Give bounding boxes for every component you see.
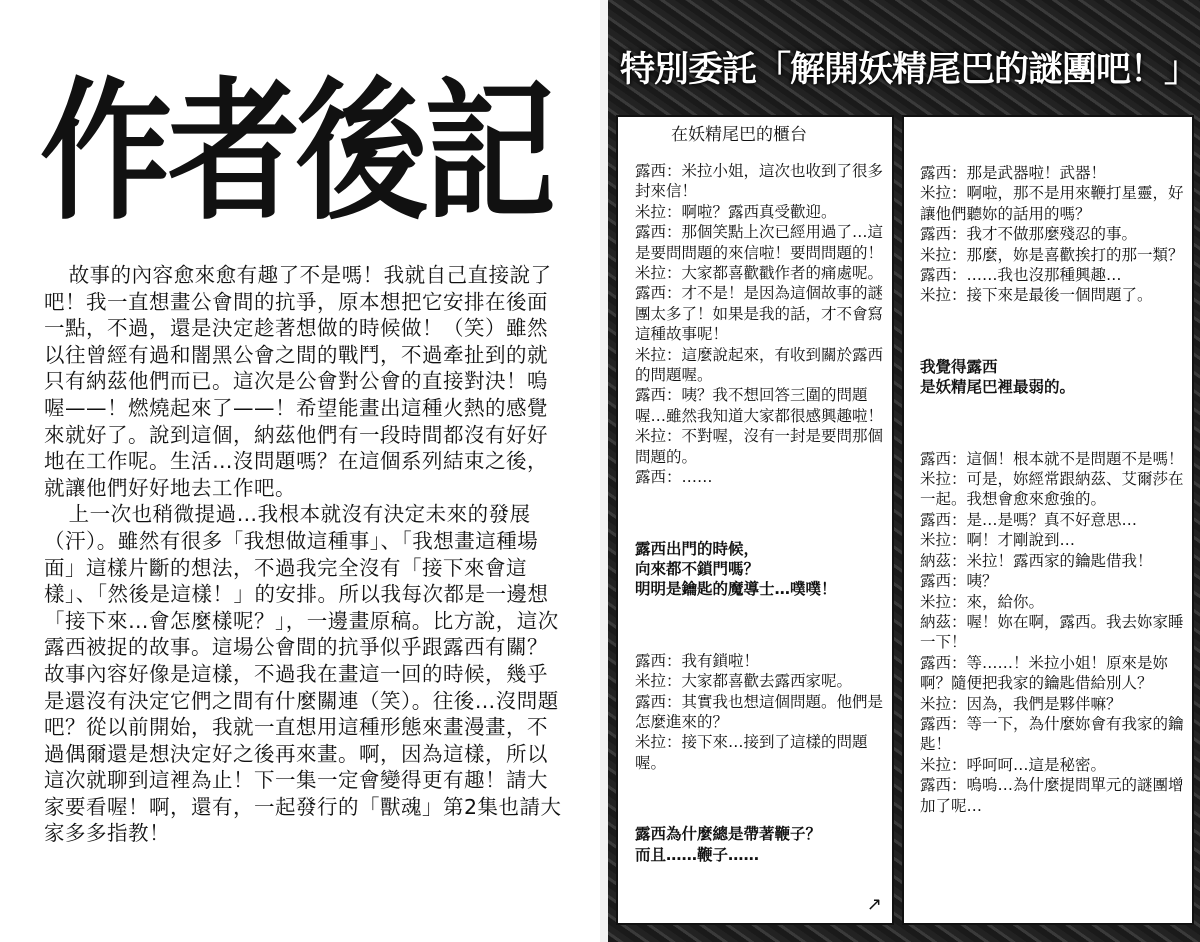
dialogue-line: 米拉：這麼說起來，有收到關於露西的問題喔。: [635, 345, 884, 385]
right-page: [608, 0, 1200, 942]
dialogue-panel-right: [902, 115, 1194, 925]
spacer: [920, 321, 1186, 341]
dialogue-line: 露西：這個！根本就不是問題不是嗎！: [920, 449, 1184, 468]
dialogue-line: 露西：那個笑點上次已經用過了…這是要問問題的來信啦！要問問題的！: [635, 223, 884, 262]
dialogue-column-left: [635, 161, 884, 865]
reader-question: 向來都不鎖門嗎？: [635, 559, 760, 578]
dialogue-line: 露西：……: [635, 468, 713, 487]
dialogue-line: 米拉：因為，我們是夥伴嘛？: [920, 694, 1122, 713]
dialogue-line: 米拉：大家都喜歡戳作者的痛處呢。: [635, 264, 884, 283]
spacer: [635, 503, 884, 523]
reader-question: 我覺得露西: [920, 357, 998, 376]
dialogue-line: 米拉：可是，妳經常跟納茲、艾爾莎在一起。我想會愈來愈強的。: [920, 470, 1184, 509]
dialogue-line: 米拉：不對喔，沒有一封是要問那個問題的。: [635, 427, 884, 466]
dialogue-line: 露西：等……！米拉小姐！原來是妳啊？隨便把我家的鑰匙借給別人？: [920, 653, 1169, 693]
reader-question: 而且……鞭子……: [635, 845, 760, 864]
dialogue-line: 露西：那是武器啦！武器！: [920, 164, 1107, 182]
dialogue-line: 露西：咦？我不想回答三圍的問題喔…雖然我知道大家都很感興趣啦！: [635, 386, 884, 425]
reader-question: 露西出門的時候，: [635, 539, 760, 558]
dialogue-line: 米拉：啊！才剛說到…: [920, 531, 1076, 550]
dialogue-line: 露西：嗚嗚…為什麼提問單元的謎團增加了呢…: [920, 776, 1184, 815]
dialogue-line: 露西：我有鎖啦！: [635, 651, 760, 670]
dialogue-line: 米拉：啊啦，那不是用來鞭打星靈，好讓他們聽妳的話用的嗎？: [920, 184, 1184, 223]
dialogue-line: 露西：……我也沒那種興趣…: [920, 266, 1122, 285]
dialogue-line: 露西：其實我也想這個問題。他們是怎麼進來的？: [635, 692, 884, 731]
spacer: [635, 789, 884, 809]
panel-heading: 在妖精尾巴的櫃台: [671, 125, 807, 145]
afterword-paragraph: 上一次也稍微提過…我根本就沒有決定未來的發展（汗）。雖然有很多「我想做這種事」、「我想畫這種場面」這樣片斷的想法，不過我完全沒有「接下來會這樣」、「然後是這樣！」的安排。所以我每次都是一邊想「接下來…會怎麼樣呢？」，一邊畫原稿。比方說，這次露西被捉的故事。這場公會間的抗爭似乎跟露西有關？故事內容好像是這樣，不過我在畫這一回的時候，幾乎是還沒有決定它們之間有什麼關連（笑）。往後…沒問題吧？從以前開始，我就一直想用這種形態來畫漫畫，不過偶爾還是想決定好之後再來畫。啊，因為這樣，所以這次就聊到這裡為止！下一集一定會變得更有趣！請大家要看喔！啊，還有，一起發行的「獸魂」第2集也請大家多多指教！: [44, 502, 562, 846]
special-request-title: 特別委託「解開妖精尾巴的謎團吧！」: [620, 50, 1199, 90]
dialogue-line: 米拉：來，給你。: [920, 592, 1045, 611]
dialogue-column-right: [920, 163, 1186, 816]
dialogue-line: 露西：咦？: [920, 572, 998, 591]
dialogue-line: 露西：才不是！是因為這個故事的謎團太多了！如果是我的話，才不會寫這種故事呢！: [635, 284, 884, 344]
reader-question: 明明是鑰匙的魔導士…噗噗！: [635, 580, 837, 599]
dialogue-line: 露西：是…是嗎？真不好意思…: [920, 510, 1138, 529]
reader-question: 是妖精尾巴裡最弱的。: [920, 378, 1076, 397]
dialogue-line: 米拉：那麼，妳是喜歡挨打的那一類？: [920, 245, 1184, 264]
dialogue-line: 露西：等一下，為什麼妳會有我家的鑰匙！: [920, 714, 1184, 754]
dialogue-line: 納茲：米拉！露西家的鑰匙借我！: [920, 551, 1153, 570]
page-gutter: [600, 0, 608, 942]
dialogue-panel-left: [616, 115, 894, 925]
afterword-title: 作者後記: [40, 64, 552, 242]
dialogue-line: 露西：米拉小姐，這次也收到了很多封來信！: [635, 162, 884, 201]
dialogue-line: 米拉：大家都喜歡去露西家呢。: [635, 672, 853, 691]
afterword-paragraph: 故事的內容愈來愈有趣了不是嗎！我就自己直接說了吧！我一直想畫公會間的抗爭，原本想把它安排在後面一點，不過，還是決定趁著想做的時候做！（笑）雖然以往曾經有過和闇黑公會之間的戰鬥，不過牽扯到的就只有納茲他們而已。這次是公會對公會的直接對決！嗚喔——！燃燒起來了——！希望能畫出這種火熱的感覺來就好了。說到這個，納茲他們有一段時間都沒有好好地在工作呢。生活…沒問題嗎？在這個系列結束之後，就讓他們好好地去工作吧。: [44, 263, 552, 500]
dialogue-line: 米拉：呼呵呵…這是秘密。: [920, 755, 1107, 774]
dialogue-line: 米拉：接下來是最後一個問題了。: [920, 286, 1153, 305]
dialogue-line: 米拉：啊啦？露西真受歡迎。: [635, 202, 837, 221]
dialogue-line: 納茲：喔！妳在啊，露西。我去妳家睡一下！: [920, 612, 1184, 652]
spacer: [920, 413, 1186, 433]
afterword-text: [44, 262, 564, 847]
spacer: [635, 615, 884, 635]
reader-question: 露西為什麼總是帶著鞭子？: [635, 825, 822, 844]
dialogue-line: 露西：我才不做那麼殘忍的事。: [920, 225, 1138, 244]
continue-arrow-icon: ↗: [866, 894, 882, 915]
dialogue-line: 米拉：接下來…接到了這樣的問題喔。: [635, 733, 868, 772]
